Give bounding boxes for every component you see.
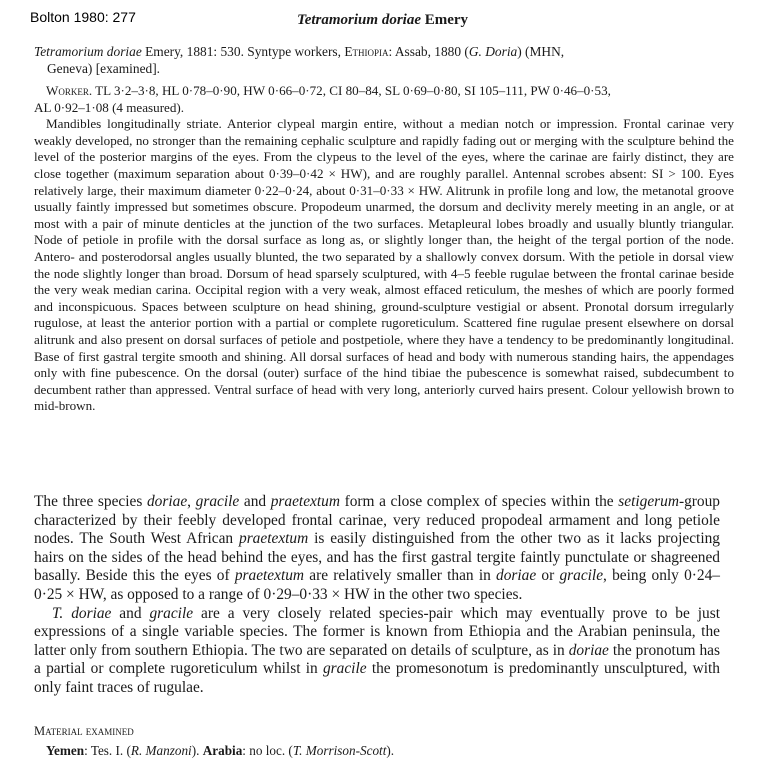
- text-run: ,: [187, 493, 196, 510]
- worker-description-text: Mandibles longitudinally striate. Anterior clypeal margin entire, without a median notch or impression. Frontal carinae very weakly developed, no stronger than the remaining cephalic sculpture and rapidly fading out or merging with the sculpture behind the level of the posterior margins of the eyes. From the clypeus to the level of the eyes, where the carinae are fairly distinct, they are close together (maximum separation about 0·39–0·42 × HW), and are roughly parallel. Antennal scrobes absent: SI > 100. Eyes relatively large, their maximum diameter 0·22–0·24, about 0·31–0·33 × HW. Alitrunk in profile long and low, the metanotal groove usually faintly impressed but sometimes obscure. Propodeum unarmed, the dorsum and declivity merely meeting in an angle, or at most with a pair of minute denticles at the junction of the two surfaces. Metapleural lobes broadly and usually bluntly triangular. Node of petiole in profile with the dorsal surface as long as, or slightly longer than, the height of the tergal portion of the node. Antero- and posterodorsal angles usually blunted, the two separated by a shallowly convex dorsum. With the petiole in dorsal view the node slightly longer than broad. Dorsum of head sparsely sculptured, with 4–5 feeble rugulae between the frontal carinae beside the very weak median carina. Occipital region with a very weak, almost effaced reticulum, the meshes of which are poorly formed and inconspicuous. Spaces between sculpture on head shining, ground-sculpture vestigial or absent. Pronotal dorsum irregularly rugulose, at least the anterior portion with a partial or complete rugoreticulum. Scattered fine rugulae present elsewhere on dorsal alitrunk and also present on dorsal surfaces of petiole and postpetiole, where they have a tendency to be predominantly longitudinal. Base of first gastral tergite smooth and shining. All dorsal surfaces of head and body with numerous standing hairs, the appendages only with fine pubescence. On the dorsal (outer) surface of the hind tibiae the pubescence is somewhat raised, subdecumbent to decumbent rather than appressed. Ventral surface of head with very long, anteriorly curved hairs present. Colour yellowish brown to mid-brown.: [34, 116, 734, 414]
- text-run: , being only 0·24–0·25 × HW, as opposed to a range of 0·29–0·33 × HW in the other two species.: [34, 567, 720, 603]
- species-author: Emery: [424, 12, 469, 28]
- material-heading: Material examined: [34, 724, 134, 738]
- text-run: and: [111, 604, 150, 622]
- collector-name: R. Manzoni: [130, 743, 192, 758]
- text-run: and: [239, 493, 271, 510]
- synonymy-entry: [34, 43, 734, 77]
- species-epithet: doriae: [496, 567, 537, 585]
- species-epithet: gracile: [322, 660, 367, 678]
- synonymy-depository-cont: Geneva) [examined].: [47, 61, 161, 76]
- source-reference: Bolton 1980: 277: [30, 9, 136, 25]
- species-epithet: doriae: [146, 493, 188, 510]
- text-run: the promesonotum is predominantly unsculptured, with only faint traces of rugulae.: [34, 660, 720, 696]
- text-run: : Tes. I. (: [84, 743, 131, 758]
- worker-description: [34, 83, 734, 415]
- text-run: is easily distinguished from the other two as it lacks projecting hairs on the sides of the head behind the eyes, and has the first gastral tergite faintly punctulate or shagreened basally. Beside this the eyes of: [34, 530, 720, 585]
- species-epithet: gracile: [559, 567, 604, 585]
- species-epithet: gracile: [195, 493, 240, 510]
- discussion-paragraph-2: [34, 605, 720, 698]
- species-epithet: praetextum: [234, 567, 305, 585]
- species-epithet: gracile: [149, 604, 194, 622]
- species-title: [0, 12, 765, 29]
- country-name: Arabia: [202, 743, 243, 758]
- species-epithet: praetextum: [239, 530, 309, 548]
- text-run: ).: [386, 743, 395, 758]
- text-run: are relatively smaller than in: [304, 567, 496, 585]
- species-epithet: setigerum: [618, 493, 679, 510]
- worker-measurements: [34, 83, 734, 116]
- species-epithet: praetextum: [270, 493, 340, 510]
- text-run: are a very closely related species-pair which may eventually prove to be just expressions of a single variable species. The former is known from Ethiopia and the Arabian peninsula, the latter only from southern Ethiopia. The two are separated on details of sculpture, as in: [34, 604, 720, 659]
- worker-label: Worker: [46, 83, 89, 98]
- species-epithet: T. doriae: [52, 604, 112, 622]
- country-name: Yemen: [46, 743, 85, 758]
- synonymy-depository: ) (MHN,: [517, 44, 565, 59]
- text-run: The three species: [34, 493, 147, 510]
- discussion-paragraph-1: [34, 493, 720, 605]
- species-name: Tetramorium doriae: [296, 12, 421, 28]
- discussion-section: [34, 493, 720, 698]
- synonymy-citation: Emery, 1881: 530. Syntype workers,: [141, 44, 345, 59]
- text-run: : no loc. (: [242, 743, 293, 758]
- worker-measurements-2: AL 0·92–1·08 (4 measured).: [34, 99, 185, 115]
- synonymy-region: Ethiopia: [344, 44, 389, 59]
- worker-measurements-1: . TL 3·2–3·8, HL 0·78–0·90, HW 0·66–0·72, CI 80–84, SL 0·69–0·80, SI 105–111, PW 0·46–0·53,: [88, 83, 611, 98]
- text-run: form a close complex of species within the: [339, 493, 619, 510]
- collector-name: T. Morrison-Scott: [292, 743, 387, 758]
- material-localities: [34, 741, 734, 760]
- synonymy-name: Tetramorium doriae: [34, 44, 142, 59]
- synonymy-collector: G. Doria: [468, 44, 518, 59]
- species-epithet: doriae: [568, 641, 609, 659]
- synonymy-locality: : Assab, 1880 (: [388, 44, 469, 59]
- text-run: the pronotum has a partial or complete rugoreticulum whilst in: [34, 641, 720, 678]
- text-run: ).: [191, 743, 203, 758]
- text-run: or: [536, 567, 560, 585]
- text-run: -group characterized by their feebly developed frontal carinae, very reduced propodeal armament and long petiole nodes. The South West African: [34, 493, 720, 548]
- material-examined: [34, 722, 734, 760]
